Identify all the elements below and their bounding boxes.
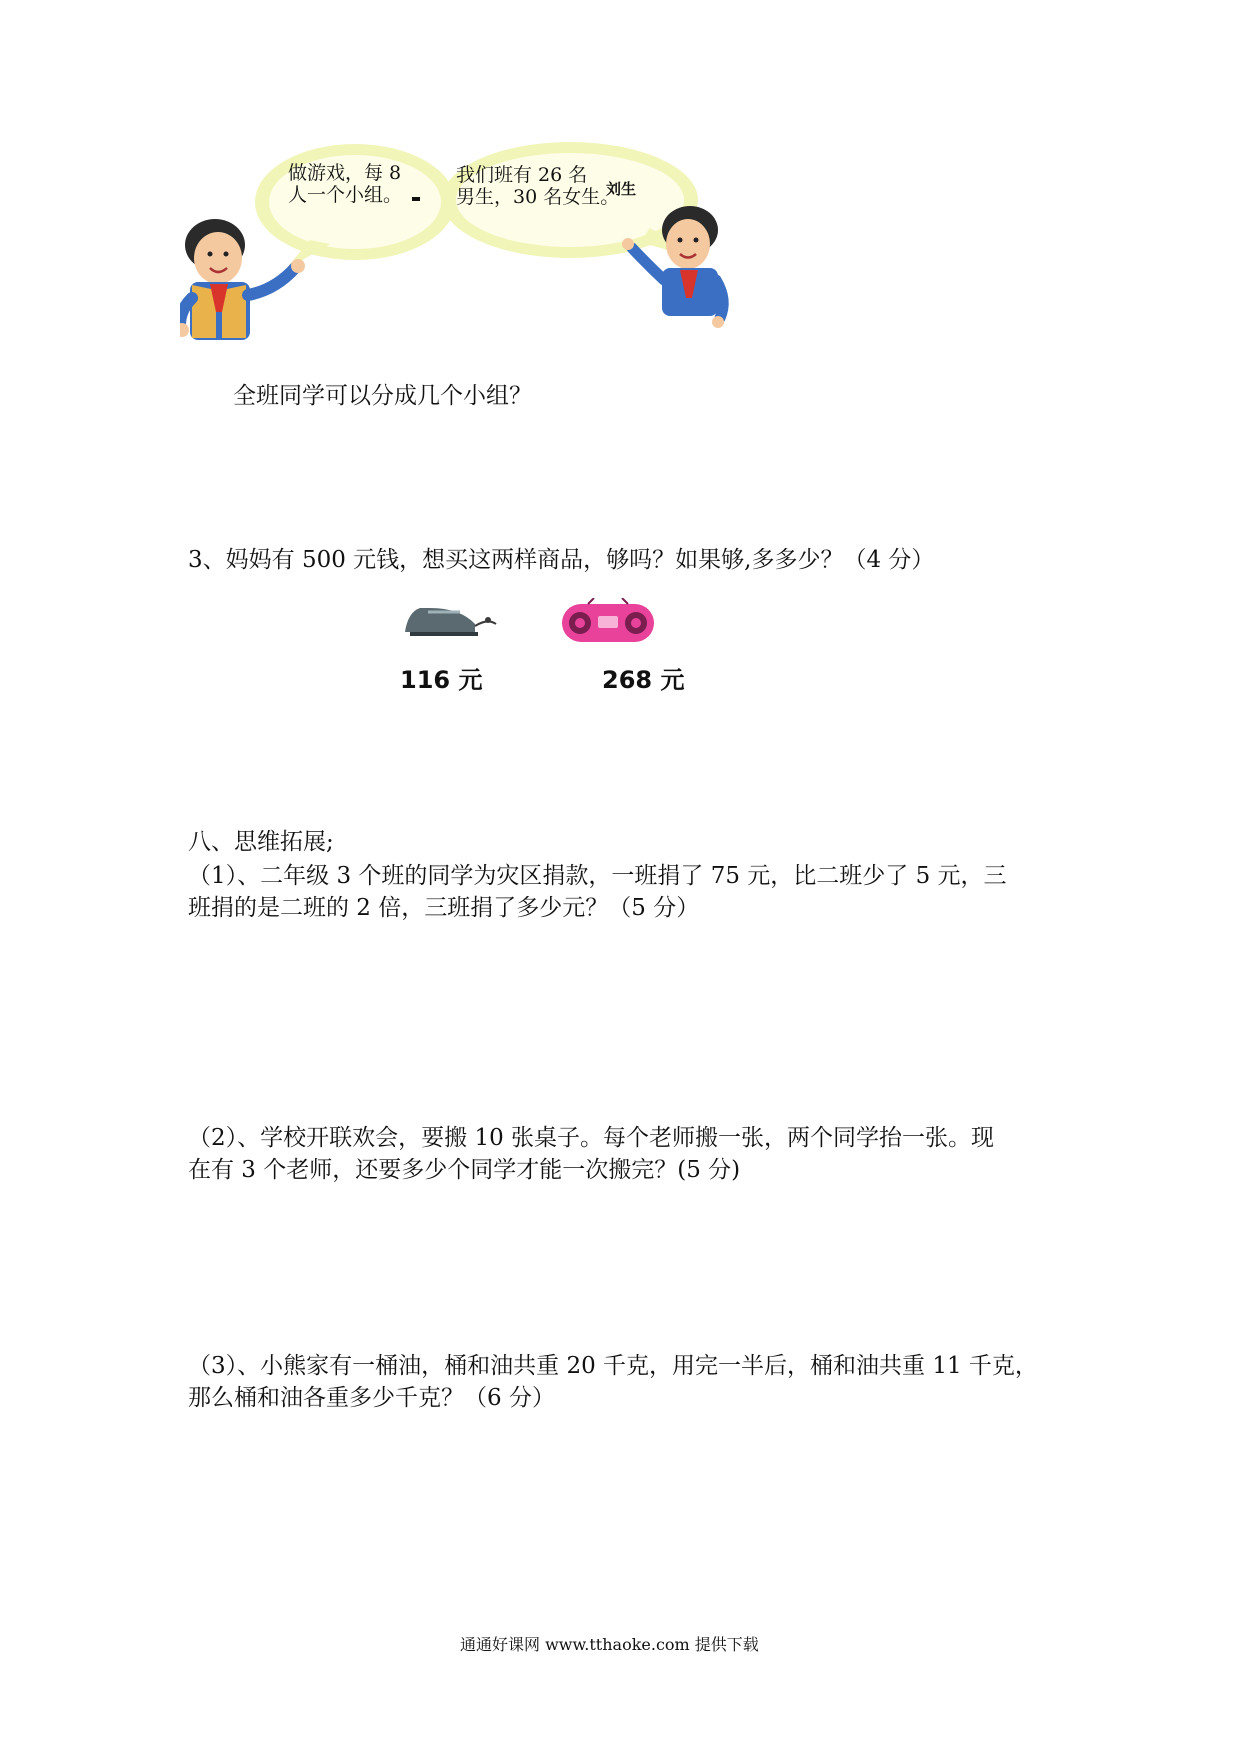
radio-price: 268 元 [602, 666, 685, 694]
product-iron [400, 598, 500, 698]
bubble-left-mark [412, 197, 420, 201]
problem-2-line1: （2）、学校开联欢会，要搬 10 张桌子。每个老师搬一张，两个同学抬一张。现 [188, 1125, 995, 1151]
problem-1 [188, 860, 1007, 924]
bubble-left-line2: 人一个小组。 [288, 184, 403, 206]
bubble-left-line1: 做游戏，每 8 [288, 162, 402, 184]
iron-price: 116 元 [400, 666, 483, 694]
illustration [180, 140, 820, 380]
product-radio [558, 598, 685, 698]
bubble-right-line2: 男生，30 名女生。 [456, 186, 620, 208]
problem-1-line1: （1）、二年级 3 个班的同学为灾区捐款，一班捐了 75 元，比二班少了 5 元，三 [188, 863, 1007, 889]
section8-heading: 八、思维拓展; [188, 829, 334, 855]
radio-icon [558, 598, 658, 644]
iron-icon [400, 598, 500, 640]
question3-text: 3、妈妈有 500 元钱，想买这两样商品，够吗？如果够,多多少？（4 分） [188, 547, 935, 573]
bubble-right-overflow: 刘生 [606, 180, 637, 198]
problem-2 [188, 1122, 994, 1186]
bubble-right-line1: 我们班有 26 名 [456, 164, 588, 186]
problem-1-line2: 班捐的是二班的 2 倍，三班捐了多少元？（5 分） [188, 895, 700, 921]
problem-2-line2: 在有 3 个老师，还要多少个同学才能一次搬完？(5 分) [188, 1157, 741, 1183]
question2-prompt: 全班同学可以分成几个小组？ [233, 383, 532, 409]
bubble-left-text [288, 162, 402, 206]
problem-3-line1: （3）、小熊家有一桶油，桶和油共重 20 千克，用完一半后，桶和油共重 11 千克， [188, 1353, 1038, 1379]
problem-3 [188, 1350, 1038, 1414]
page-footer: 通通好课网 www.tthaoke.com 提供下载 [460, 1635, 759, 1654]
problem-3-line2: 那么桶和油各重多少千克？（6 分） [188, 1385, 555, 1411]
bubble-right-text [456, 164, 619, 208]
